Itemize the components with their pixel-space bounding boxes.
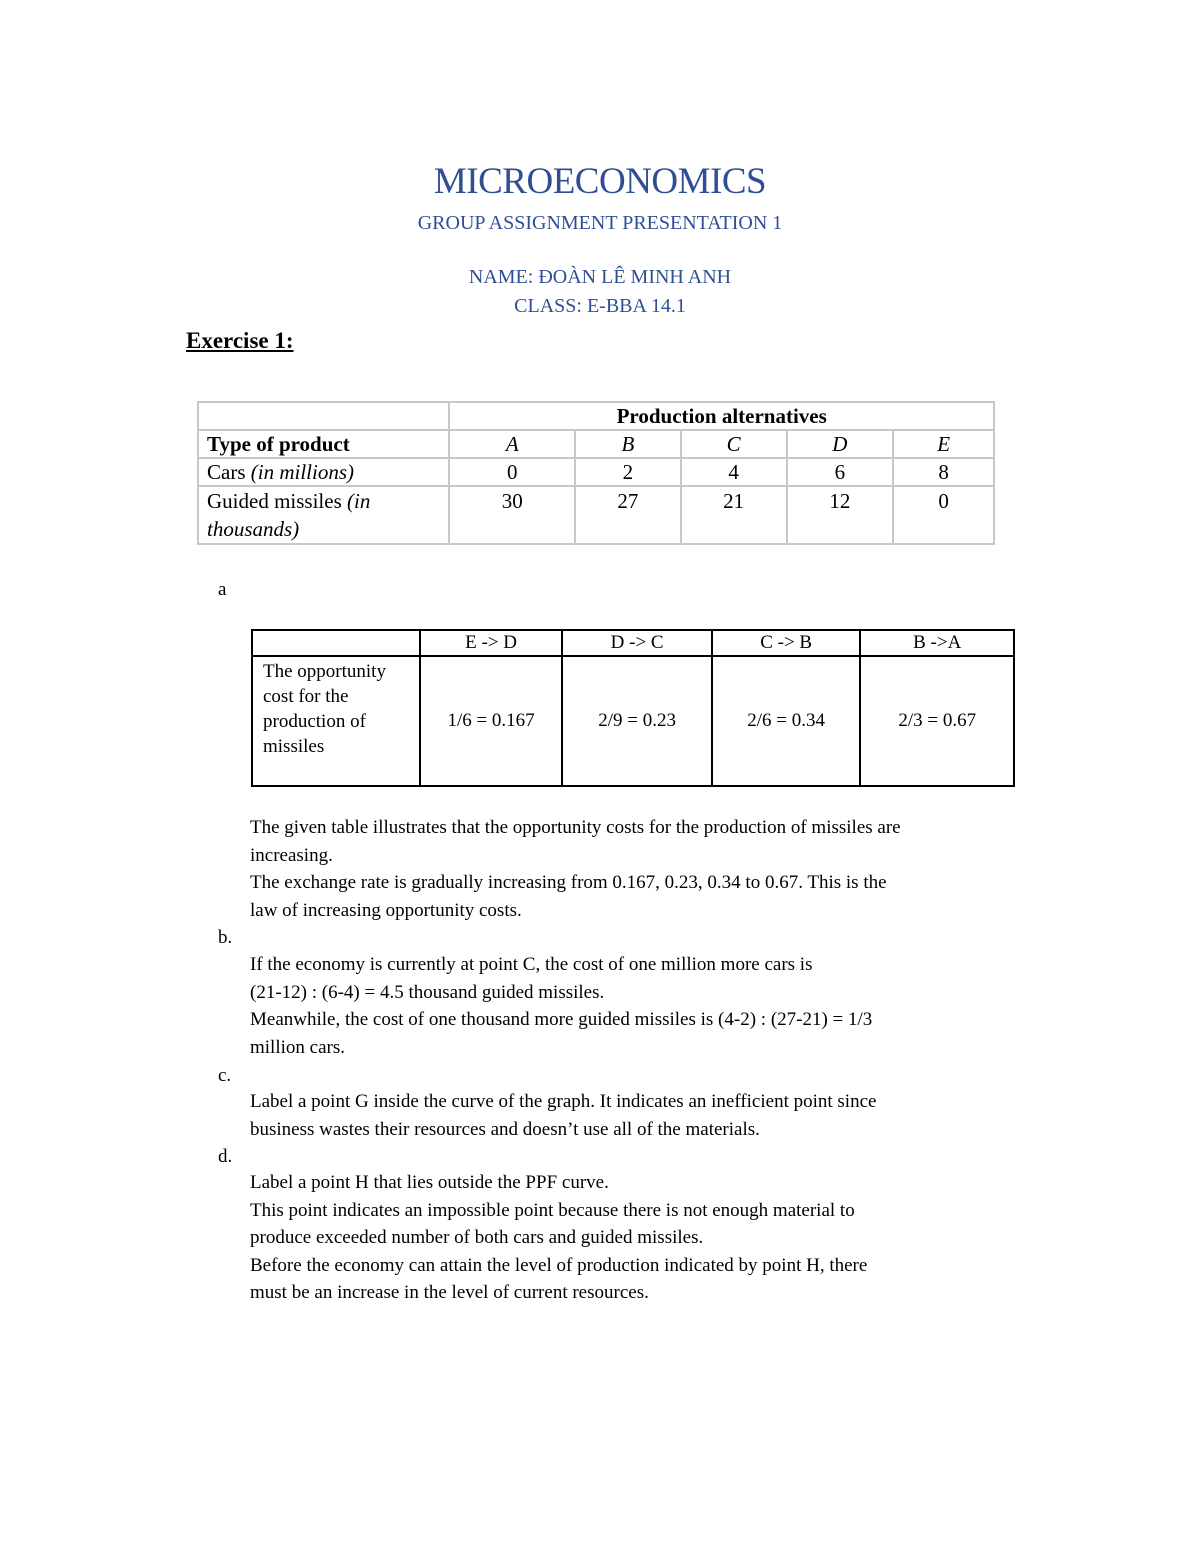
document-title: MICROECONOMICS [433,161,767,202]
table-row [252,630,1014,656]
table-cell: 30 [449,486,575,544]
table-cell: 1/6 = 0.167 [420,656,563,786]
paragraph-line: business wastes their resources and doesn’t use all of the materials. [250,1118,760,1140]
row-label-line: cost for the [263,686,349,707]
row-label-text: Cars [207,460,251,484]
paragraph-line: This point indicates an impossible point because there is not enough material to [250,1199,855,1221]
table-cell: 12 [787,486,894,544]
paragraph-line: The given table illustrates that the opportunity costs for the production of missiles are [250,817,901,838]
paragraph-line: produce exceeded number of both cars and guided missiles. [250,1227,704,1248]
alternative-e: E [893,430,994,458]
document-subtitle: GROUP ASSIGNMENT PRESENTATION 1 [417,212,783,234]
paragraph-line: Before the economy can attain the level of production indicated by point H, there [250,1254,868,1276]
table-cell: 2/6 = 0.34 [712,656,861,786]
part-a-label: a [218,579,227,600]
row-label-line: missiles [263,736,325,757]
table-cell: 4 [681,458,787,486]
table-cell-empty [252,630,420,656]
column-header: B ->A [860,630,1014,656]
paragraph-line: law of increasing opportunity costs. [250,899,522,921]
table-row [198,486,994,544]
row-label-missiles [198,486,449,544]
table-cell: 2/9 = 0.23 [562,656,712,786]
paragraph-line: Label a point G inside the curve of the graph. It indicates an inefficient point since [250,1091,877,1112]
column-header: C -> B [712,630,861,656]
row-label-unit-cont: thousands) [207,517,300,541]
paragraph-line: Label a point H that lies outside the PPF curve. [250,1172,609,1193]
part-c-label: c. [218,1065,232,1086]
paragraph-line: Meanwhile, the cost of one thousand more guided missiles is (4-2) : (27-21) = 1/3 [250,1009,873,1030]
paragraph-line: If the economy is currently at point C, the cost of one million more cars is [250,954,813,975]
row-label-line: The opportunity [263,661,386,682]
part-b-answer [250,951,1020,1061]
group-header: Production alternatives [449,402,994,430]
paragraph-line: must be an increase in the level of current resources. [250,1282,649,1303]
column-header: E -> D [420,630,563,656]
row-label [252,656,420,786]
student-name: NAME: ĐOÀN LÊ MINH ANH [468,266,732,288]
type-header: Type of product [198,430,449,458]
opportunity-cost-table [251,629,1015,787]
part-d-answer [250,1169,1020,1307]
table-cell: 2 [575,458,681,486]
alternative-d: D [787,430,894,458]
paragraph-line: The exchange rate is gradually increasing from 0.167, 0.23, 0.34 to 0.67. This is the [250,872,887,893]
table-cell: 21 [681,486,787,544]
student-class: CLASS: E-BBA 14.1 [514,295,686,317]
paragraph-line: million cars. [250,1036,345,1058]
column-header: D -> C [562,630,712,656]
paragraph-line: increasing. [250,844,333,866]
table-row [198,430,994,458]
row-label-cars [198,458,449,486]
part-b-label: b. [218,927,233,948]
alternative-a: A [449,430,575,458]
alternative-c: C [681,430,787,458]
table-cell: 27 [575,486,681,544]
exercise-heading: Exercise 1: [186,328,294,353]
part-d-label: d. [218,1146,233,1167]
table-cell: 0 [893,486,994,544]
table-row [198,402,994,430]
part-c-answer [250,1088,1020,1143]
table-cell: 6 [787,458,894,486]
alternative-b: B [575,430,681,458]
table-row [252,656,1014,786]
part-a-answer [250,814,1020,924]
row-label-text: Guided missiles [207,489,347,513]
row-label-unit: (in [347,489,371,513]
table-cell: 0 [449,458,575,486]
paragraph-line: (21-12) : (6-4) = 4.5 thousand guided missiles. [250,981,605,1003]
table-cell-empty [198,402,449,430]
table-row [198,458,994,486]
table-cell: 2/3 = 0.67 [860,656,1014,786]
row-label-unit: (in millions) [250,460,354,484]
row-label-line: production of [263,711,366,732]
table-cell: 8 [893,458,994,486]
production-alternatives-table [197,401,995,545]
